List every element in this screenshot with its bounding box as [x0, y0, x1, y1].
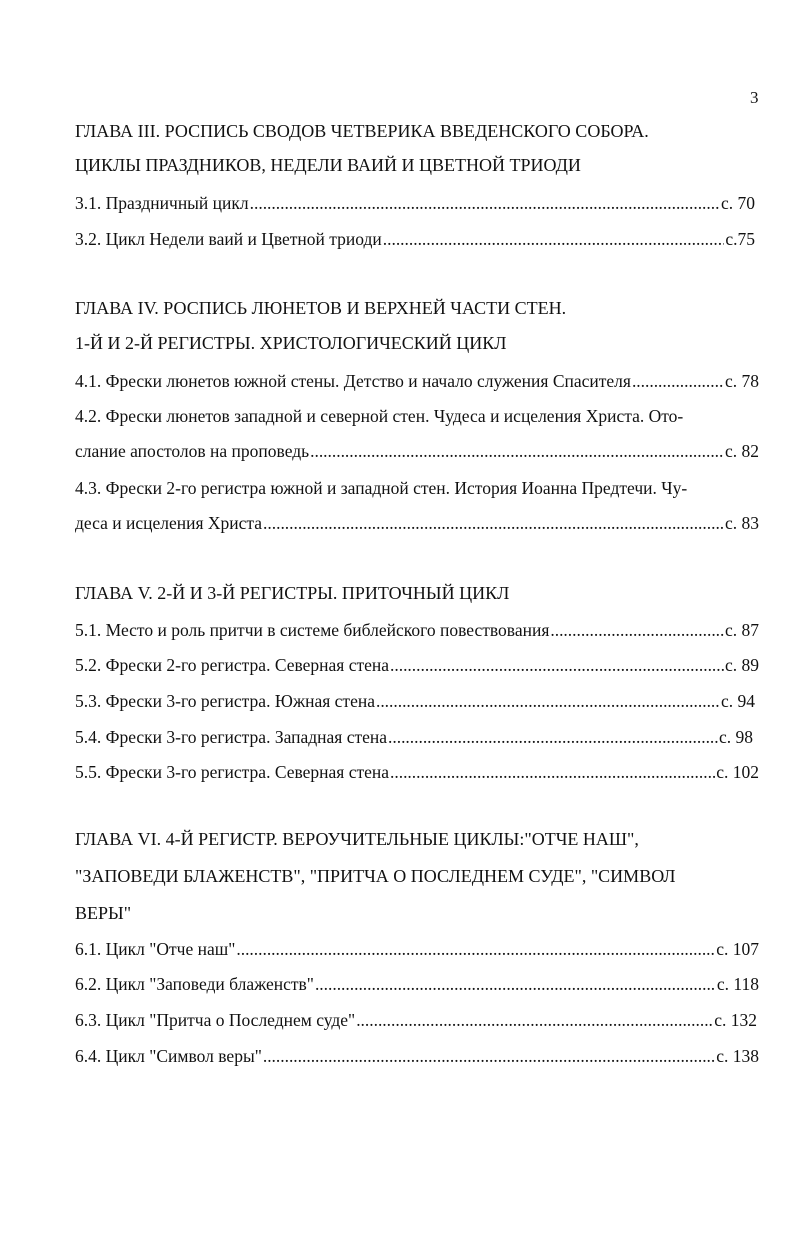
dot-leader — [390, 652, 724, 678]
toc-entry-4-2-first-line: 4.2. Фрески люнетов западной и северной стен. Чудеса и исцеления Христа. Ото- — [75, 406, 684, 426]
entry-page: с.75 — [725, 229, 755, 249]
entry-page: с. 94 — [720, 691, 755, 711]
dot-leader — [390, 759, 715, 785]
toc-entry-6-2[interactable] — [75, 971, 759, 997]
toc-entry-4-3-first-line: 4.3. Фрески 2-го регистра южной и западной стен. История Иоанна Предтечи. Чу- — [75, 478, 688, 498]
entry-page: с. 83 — [724, 513, 759, 533]
toc-entry-5-2[interactable] — [75, 652, 759, 678]
entry-page: с. 82 — [724, 441, 759, 461]
dot-leader — [310, 438, 724, 464]
toc-entry-4-2[interactable] — [75, 438, 759, 464]
toc-entry-4-1[interactable] — [75, 368, 759, 394]
chapter-4-heading-line-2: 1-Й И 2-Й РЕГИСТРЫ. ХРИСТОЛОГИЧЕСКИЙ ЦИКЛ — [75, 333, 507, 353]
toc-entry-5-3[interactable] — [75, 688, 755, 714]
entry-page: с. 107 — [716, 939, 759, 959]
entry-title: 5.3. Фрески 3-го регистра. Южная стена — [75, 691, 375, 711]
dot-leader — [632, 368, 724, 394]
entry-page: с. 70 — [720, 193, 755, 213]
entry-title: деса и исцеления Христа — [75, 513, 263, 533]
dot-leader — [263, 1043, 715, 1069]
entry-title: 6.2. Цикл "Заповеди блаженств" — [75, 974, 314, 994]
entry-title: 5.2. Фрески 2-го регистра. Северная стена — [75, 655, 390, 675]
chapter-3-heading-line-2: ЦИКЛЫ ПРАЗДНИКОВ, НЕДЕЛИ ВАИЙ И ЦВЕТНОЙ ТРИОДИ — [75, 155, 581, 175]
toc-entry-5-5[interactable] — [75, 759, 759, 785]
dot-leader — [388, 724, 718, 750]
dot-leader — [236, 936, 715, 962]
entry-page: с. 102 — [716, 762, 759, 782]
toc-entry-6-4[interactable] — [75, 1043, 759, 1069]
entry-page: с. 138 — [716, 1046, 759, 1066]
chapter-6-heading-line-1: ГЛАВА VI. 4-Й РЕГИСТР. ВЕРОУЧИТЕЛЬНЫЕ ЦИКЛЫ:"ОТЧЕ НАШ", — [75, 829, 639, 849]
dot-leader — [383, 226, 725, 252]
entry-title: 4.1. Фрески люнетов южной стены. Детство и начало служения Спасителя — [75, 371, 631, 391]
toc-entry-5-4[interactable] — [75, 724, 753, 750]
entry-page: с. 87 — [724, 620, 759, 640]
dot-leader — [550, 617, 724, 643]
toc-entry-4-3[interactable] — [75, 510, 759, 536]
entry-title: 5.1. Место и роль притчи в системе библейского повествования — [75, 620, 550, 640]
entry-title: 5.4. Фрески 3-го регистра. Западная стена — [75, 727, 388, 747]
entry-page: с. 89 — [724, 655, 759, 675]
dot-leader — [356, 1007, 713, 1033]
entry-page: с. 132 — [714, 1010, 757, 1030]
dot-leader — [250, 190, 720, 216]
toc-entry-6-1[interactable] — [75, 936, 759, 962]
chapter-4-heading-line-1: ГЛАВА IV. РОСПИСЬ ЛЮНЕТОВ И ВЕРХНЕЙ ЧАСТИ СТЕН. — [75, 298, 567, 318]
entry-title: 6.4. Цикл "Символ веры" — [75, 1046, 262, 1066]
entry-page: с. 98 — [718, 727, 753, 747]
dot-leader — [315, 971, 716, 997]
dot-leader — [376, 688, 720, 714]
entry-title: 6.3. Цикл "Притча о Последнем суде" — [75, 1010, 356, 1030]
chapter-5-heading-line-1: ГЛАВА V. 2-Й И 3-Й РЕГИСТРЫ. ПРИТОЧНЫЙ ЦИКЛ — [75, 583, 510, 603]
chapter-6-heading-line-3: ВЕРЫ" — [75, 903, 132, 923]
toc-entry-3-1[interactable] — [75, 190, 755, 216]
page-number: 3 — [750, 88, 759, 107]
toc-entry-6-3[interactable] — [75, 1007, 757, 1033]
dot-leader — [263, 510, 724, 536]
entry-page: с. 118 — [716, 974, 759, 994]
entry-page: с. 78 — [724, 371, 759, 391]
entry-title: 6.1. Цикл "Отче наш" — [75, 939, 236, 959]
toc-entry-5-1[interactable] — [75, 617, 759, 643]
entry-title: 3.2. Цикл Недели ваий и Цветной триоди — [75, 229, 382, 249]
chapter-6-heading-line-2: "ЗАПОВЕДИ БЛАЖЕНСТВ", "ПРИТЧА О ПОСЛЕДНЕМ СУДЕ", "СИМВОЛ — [75, 866, 676, 886]
entry-title: 3.1. Праздничный цикл — [75, 193, 249, 213]
toc-entry-3-2[interactable] — [75, 226, 755, 252]
chapter-3-heading-line-1: ГЛАВА III. РОСПИСЬ СВОДОВ ЧЕТВЕРИКА ВВЕДЕНСКОГО СОБОРА. — [75, 121, 649, 141]
entry-title: слание апостолов на проповедь — [75, 441, 310, 461]
entry-title: 5.5. Фрески 3-го регистра. Северная стена — [75, 762, 390, 782]
